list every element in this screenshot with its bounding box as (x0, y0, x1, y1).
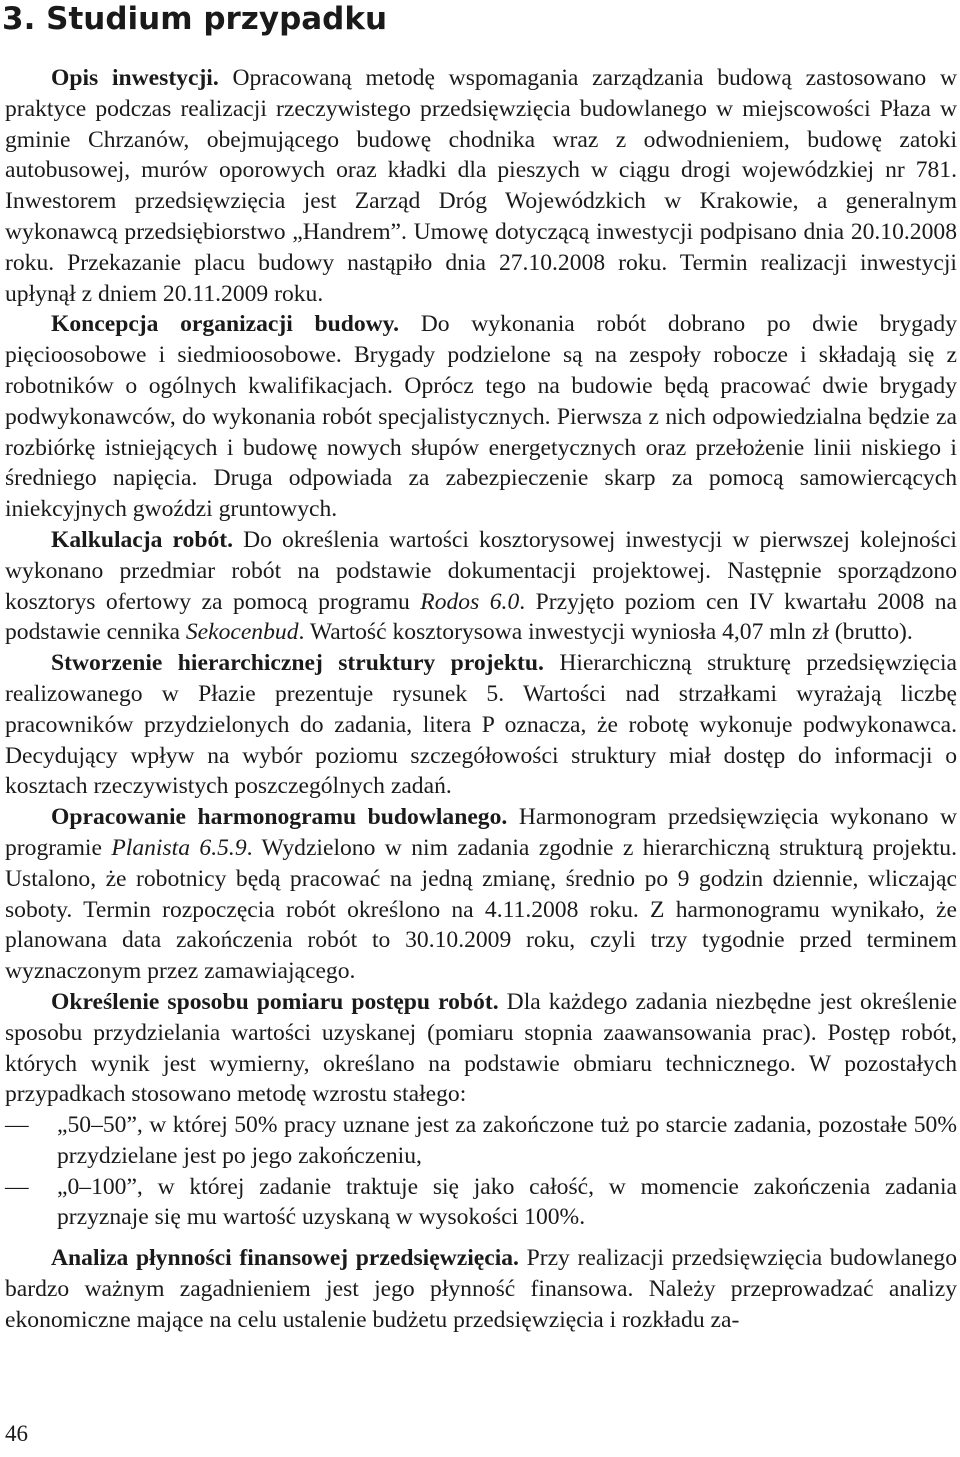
page-number: 46 (5, 1421, 28, 1446)
paragraph-text: Do wykonania robót dobrano po dwie brygady pięcioosobowe i siedmioosobowe. Brygady podzielone są na zespoły robocze i składają się z robotników o ogólnych kwalifikacjach. Oprócz tego na budowie będą pracować dwie brygady podwykonawców, do wykonania robót specjalistycznych. Pierwsza z nich odpowiedzialna będzie za rozbiórkę istniejących i budowę nowych słupów energetycznych oraz przełożenie linii niskiego i średniego napięcia. Druga odpowiada za zabezpieczenie skarp za pomocą samowiercących iniekcyjnych gwoździ gruntowych. (5, 311, 957, 523)
paragraph-organization-concept (5, 309, 957, 525)
list-item (5, 1110, 957, 1172)
paragraph-text: Dla każdego zadania niezbędne jest określenie sposobu przydzielania wartości uzyskanej (pomiaru stopnia zaawansowania prac). Postęp robót, których wynik jest wymierny, określano na podstawie obmiaru technicznego. W pozostałych przypadkach stosowano metodę wzrostu stałego: (5, 988, 957, 1108)
paragraph-text: . Przyjęto poziom cen IV kwartału 2008 na podstawie cennika (5, 588, 958, 646)
paragraph-lead: Opracowanie harmonogramu budowlanego. (51, 804, 508, 831)
paragraph-hierarchical-structure (5, 648, 957, 802)
paragraph-financial-liquidity (5, 1243, 957, 1335)
paragraph-investment-description (5, 63, 957, 309)
method-list (5, 1110, 957, 1233)
paragraph-text: Hierarchiczną strukturę przedsięwzięcia realizowanego w Płazie prezentuje rysunek 5. Wartości nad strzałkami wyrażają liczbę pracowników przydzielonych do zadania, litera P oznacza, że robotę wykonuje podwykonawca. Decydujący wpływ na wybór poziomu szczegółowości struktury miał dostęp do informacji o kosztach rzeczywistych poszczególnych zadań. (5, 650, 957, 800)
list-item-text: „0–100”, w której zadanie traktuje się jako całość, w momencie zakończenia zadania przyznaje się mu wartość uzyskaną w wysokości 100%. (57, 1173, 957, 1231)
price-catalog-name: Sekocenbud (185, 619, 299, 646)
list-dash: — (5, 1173, 29, 1200)
list-item-text: „50–50”, w której 50% pracy uznane jest za zakończone tuż po starcie zadania, pozostałe 50% przydzielane jest po jego zakończeniu, (57, 1112, 957, 1169)
paragraph-text: Opracowaną metodę wspomagania zarządzania budową zastosowano w praktyce podczas realizacji rzeczywistego przedsięwzięcia budowlanego w miejscowości Płaza w gminie Chrzanów, obejmującego budowę chodnika wraz z odwodnieniem, budowę zatoki autobusowej, murów oporowych oraz kładki dla pieszych w ciągu drogi wojewódzkiej nr 781. Inwestorem przedsięwzięcia jest Zarząd Dróg Wojewódzkich w Krakowie, a generalnym wykonawcą przedsiębiorstwo „Handrem”. Umowę dotyczącą inwestycji podpisano dnia 20.10.2008 roku. Przekazanie placu budowy nastąpiło dnia 27.10.2008 roku. Termin realizacji inwestycji upłynął z dniem 20.11.2009 roku. (5, 65, 957, 307)
paragraph-text: Harmonogram przedsięwzięcia wykonano w programie (5, 804, 957, 861)
paragraph-lead: Analiza płynności finansowej przedsięwzięcia. (51, 1245, 519, 1272)
paragraph-text: Do określenia wartości kosztorysowej inwestycji w pierwszej kolejności wykonano przedmiar robót na podstawie dokumentacji projektowej. Następnie sporządzono kosztorys ofertowy za pomocą programu (5, 526, 957, 615)
paragraph-schedule (5, 802, 957, 987)
section-heading: 3. Studium przypadku (2, 1, 388, 37)
list-item (5, 1172, 957, 1234)
body-text (5, 63, 957, 1336)
paragraph-lead: Stworzenie hierarchicznej struktury projektu. (51, 650, 544, 677)
paragraph-lead: Określenie sposobu pomiaru postępu robót. (51, 988, 499, 1015)
paragraph-text: Przy realizacji przedsięwzięcia budowlanego bardzo ważnym zagadnieniem jest jego płynność finansowa. Należy przeprowadzać analizy ekonomiczne mające na celu ustalenie budżetu przedsięwzięcia i rozkładu za- (5, 1245, 957, 1333)
software-name: Rodos 6.0 (420, 588, 520, 615)
list-dash: — (5, 1112, 29, 1139)
paragraph-cost-calculation (5, 525, 957, 648)
paragraph-lead: Koncepcja organizacji budowy. (51, 311, 400, 338)
paragraph-progress-measurement (5, 987, 957, 1110)
paragraph-lead: Opis inwestycji. (51, 65, 219, 91)
software-name: Planista 6.5.9 (111, 834, 247, 861)
paragraph-text: . Wartość kosztorysowa inwestycji wyniosła 4,07 mln zł (brutto). (298, 619, 913, 646)
paragraph-text: . Wydzielono w nim zadania zgodnie z hierarchiczną strukturą projektu. Ustalono, że robotnicy będą pracować na jedną zmianę, średnio po 9 godzin dziennie, wliczając soboty. Termin rozpoczęcia robót określono na 4.11.2008 roku. Z harmonogramu wynikało, że planowana data zakończenia robót to 30.10.2009 roku, czyli trzy tygodnie przed terminem wyznaczonym przez zamawiającego. (5, 834, 958, 985)
paragraph-lead: Kalkulacja robót. (51, 526, 234, 553)
